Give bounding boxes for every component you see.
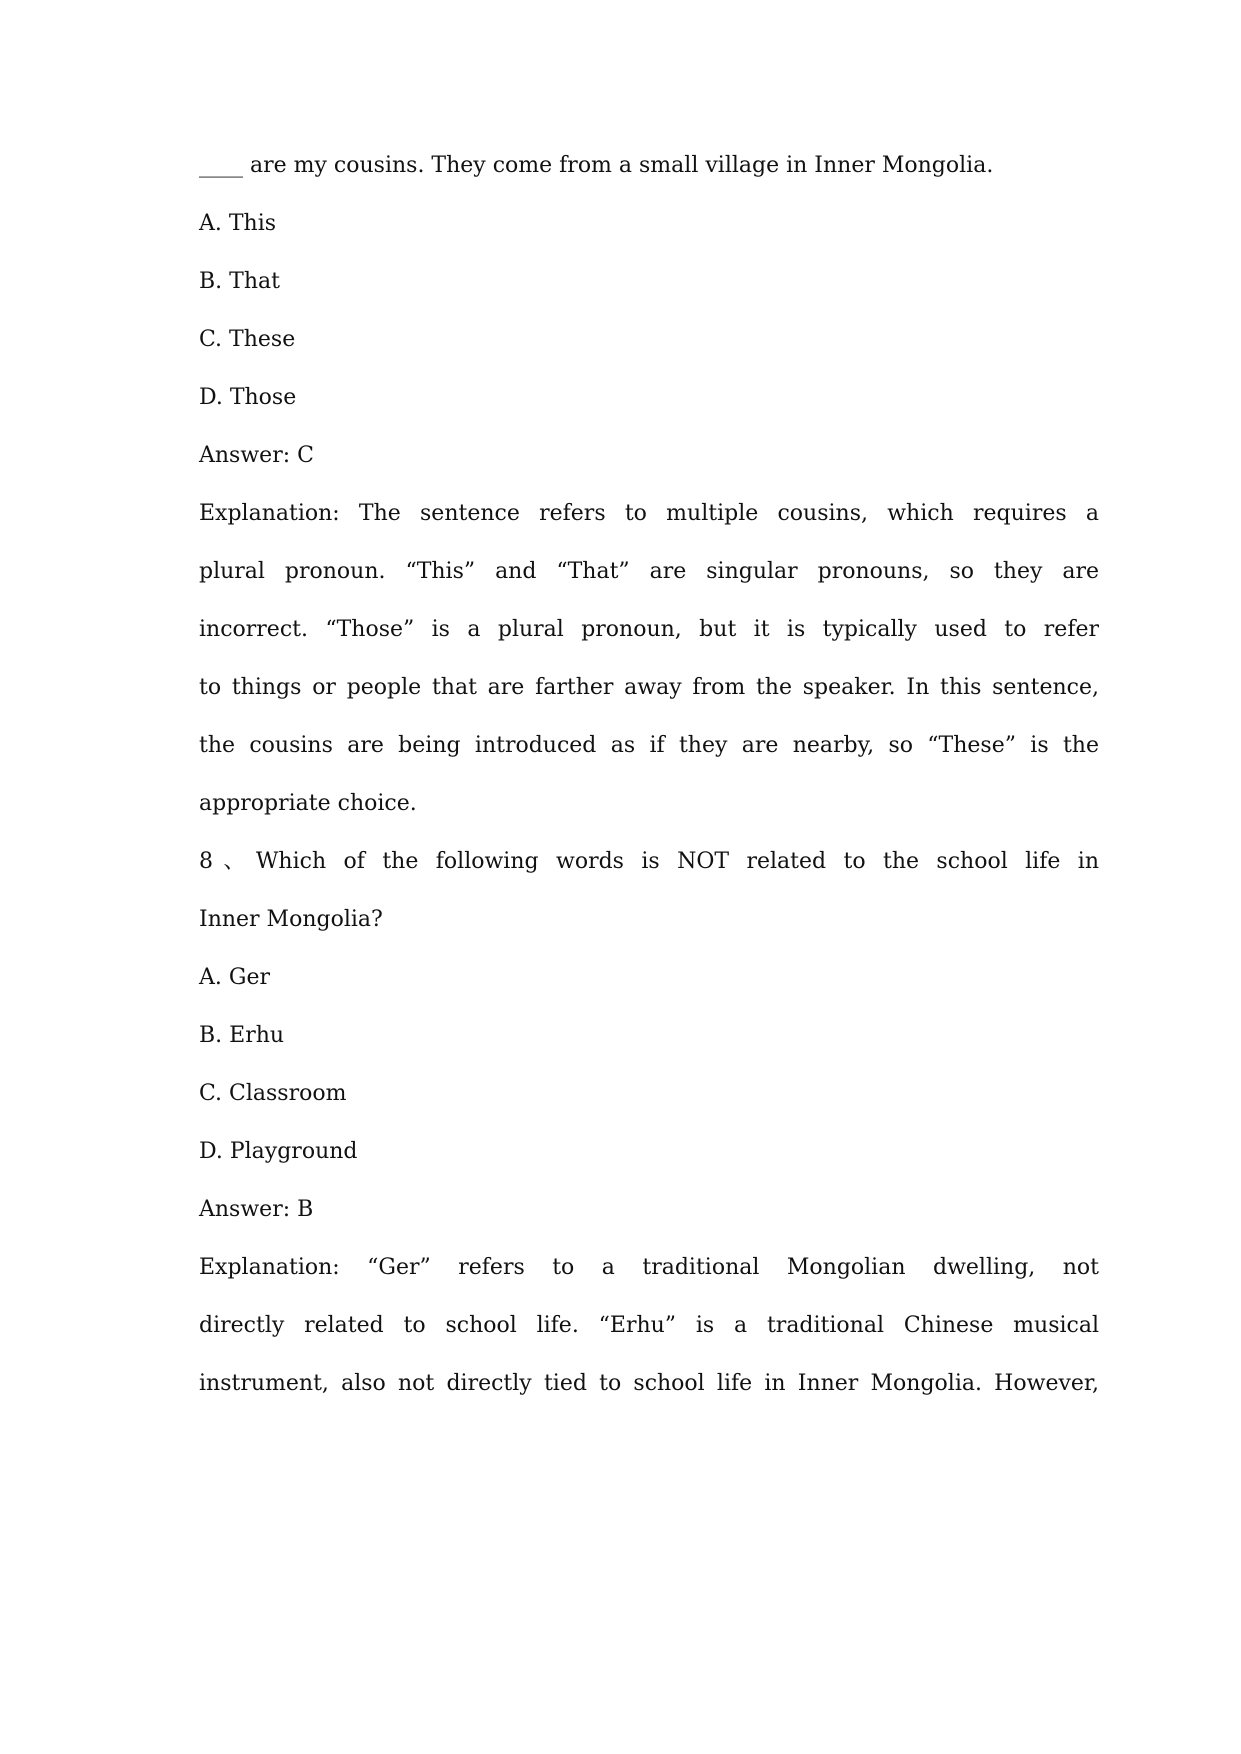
q7-option-c: C. These xyxy=(199,327,296,352)
q8-option-d: D. Playground xyxy=(199,1139,358,1164)
q8-question: 8、Which of the following words is NOT related to the school life in xyxy=(199,849,1099,874)
q7-explanation-line: appropriate choice. xyxy=(199,791,417,816)
q7-option-d: D. Those xyxy=(199,385,297,410)
q7-option-b: B. That xyxy=(199,269,280,294)
q8-explanation-line: instrument, also not directly tied to school life in Inner Mongolia. However, xyxy=(199,1371,1099,1396)
q8-option-a: A. Ger xyxy=(199,965,270,990)
q7-explanation-line: plural pronoun. “This” and “That” are singular pronouns, so they are xyxy=(199,559,1099,584)
q7-explanation-line: Explanation: The sentence refers to multiple cousins, which requires a xyxy=(199,501,1099,526)
q7-option-a: A. This xyxy=(199,211,277,236)
q7-explanation-line: to things or people that are farther away from the speaker. In this sentence, xyxy=(199,675,1099,700)
q8-explanation-line: Explanation: “Ger” refers to a traditional Mongolian dwelling, not xyxy=(199,1255,1099,1280)
q8-option-b: B. Erhu xyxy=(199,1023,285,1048)
q8-explanation-line: directly related to school life. “Erhu” is a traditional Chinese musical xyxy=(199,1313,1099,1338)
q8-question: Inner Mongolia? xyxy=(199,907,383,932)
q7-explanation-line: the cousins are being introduced as if they are nearby, so “These” is the xyxy=(199,733,1099,758)
q7-question: ____ are my cousins. They come from a small village in Inner Mongolia. xyxy=(199,153,994,178)
q7-explanation-line: incorrect. “Those” is a plural pronoun, but it is typically used to refer xyxy=(199,617,1099,642)
q7-answer: Answer: C xyxy=(199,443,314,468)
q8-option-c: C. Classroom xyxy=(199,1081,347,1106)
q8-answer: Answer: B xyxy=(199,1197,314,1222)
